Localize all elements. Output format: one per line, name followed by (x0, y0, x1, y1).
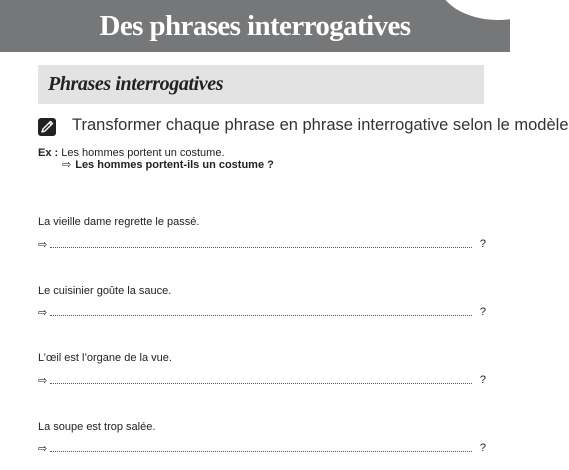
example-answer-line (62, 158, 274, 171)
answer-line[interactable] (38, 238, 486, 252)
section-title: Phrases interrogatives (48, 73, 224, 95)
page-title: Des phrases interrogatives (99, 10, 411, 42)
dotted-answer-line[interactable] (50, 247, 472, 248)
question-mark: ? (479, 442, 486, 454)
exercise-instruction: Transformer chaque phrase en phrase interrogative selon le modèle (72, 116, 569, 134)
answer-line[interactable] (38, 442, 486, 456)
question-mark: ? (479, 306, 486, 318)
arrow-icon: ⇨ (38, 443, 48, 455)
dotted-answer-line[interactable] (50, 451, 472, 452)
section-header (38, 65, 484, 104)
dotted-answer-line[interactable] (50, 315, 472, 316)
arrow-icon: ⇨ (38, 375, 48, 387)
title-banner (0, 0, 510, 52)
arrow-icon: ⇨ (62, 159, 72, 171)
question-sentence: La soupe est trop salée. (38, 421, 156, 433)
answer-line[interactable] (38, 374, 486, 388)
question-mark: ? (479, 374, 486, 386)
example-answer: Les hommes portent-ils un costume ? (75, 159, 274, 171)
dotted-answer-line[interactable] (50, 383, 472, 384)
example-label: Ex : (38, 147, 59, 159)
answer-line[interactable] (38, 306, 486, 320)
question-sentence: La vieille dame regrette le passé. (38, 216, 200, 228)
question-mark: ? (479, 238, 486, 250)
example-sentence: Les hommes portent un costume. (61, 147, 225, 159)
arrow-icon: ⇨ (38, 307, 48, 319)
arrow-icon: ⇨ (38, 239, 48, 251)
question-sentence: Le cuisinier goûte la sauce. (38, 285, 172, 297)
pencil-icon (38, 118, 56, 136)
question-sentence: L’œil est l’organe de la vue. (38, 352, 172, 364)
